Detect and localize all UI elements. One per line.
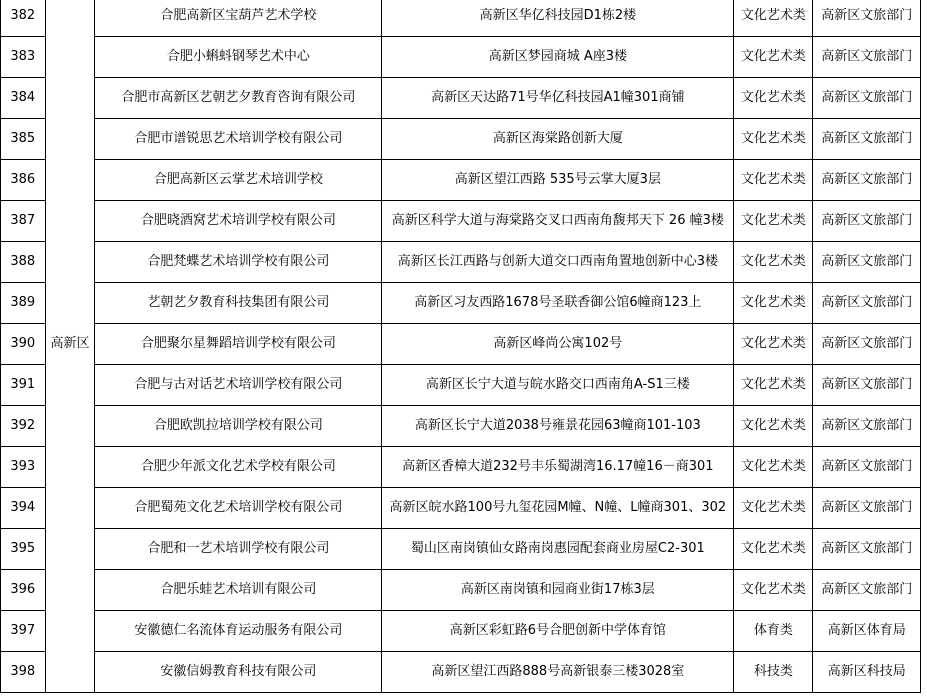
row-number: 387 — [1, 201, 46, 242]
institution-address: 蜀山区南岗镇仙女路南岗惠园配套商业房屋C2-301 — [382, 529, 734, 570]
table-row — [1, 447, 921, 488]
table-row — [1, 201, 921, 242]
institution-address: 高新区梦园商城 A座3楼 — [382, 37, 734, 78]
row-number: 394 — [1, 488, 46, 529]
institution-name: 安徽德仁名流体育运动服务有限公司 — [95, 611, 382, 652]
table-row — [1, 406, 921, 447]
table-row — [1, 283, 921, 324]
supervising-dept: 高新区文旅部门 — [813, 447, 921, 488]
supervising-dept: 高新区文旅部门 — [813, 78, 921, 119]
institution-address: 高新区望江西路 535号云掌大厦3层 — [382, 160, 734, 201]
institution-address: 高新区天达路71号华亿科技园A1幢301商铺 — [382, 78, 734, 119]
supervising-dept: 高新区科技局 — [813, 652, 921, 693]
row-number: 390 — [1, 324, 46, 365]
institution-category: 文化艺术类 — [734, 37, 813, 78]
row-number: 389 — [1, 283, 46, 324]
institution-name: 合肥欧凯拉培训学校有限公司 — [95, 406, 382, 447]
institution-category: 文化艺术类 — [734, 488, 813, 529]
institution-category: 文化艺术类 — [734, 160, 813, 201]
row-number: 382 — [1, 0, 46, 37]
institution-address: 高新区皖水路100号九玺花园M幢、N幢、L幢商301、302 — [382, 488, 734, 529]
row-number: 385 — [1, 119, 46, 160]
institution-name: 合肥与古对话艺术培训学校有限公司 — [95, 365, 382, 406]
row-number: 384 — [1, 78, 46, 119]
institution-address: 高新区峰尚公寓102号 — [382, 324, 734, 365]
institution-address: 高新区彩虹路6号合肥创新中学体育馆 — [382, 611, 734, 652]
institution-name: 合肥市谱锐思艺术培训学校有限公司 — [95, 119, 382, 160]
supervising-dept: 高新区体育局 — [813, 611, 921, 652]
supervising-dept: 高新区文旅部门 — [813, 570, 921, 611]
institution-name: 合肥和一艺术培训学校有限公司 — [95, 529, 382, 570]
institution-name: 合肥市高新区艺朝艺夕教育咨询有限公司 — [95, 78, 382, 119]
table-row — [1, 611, 921, 652]
table-row — [1, 570, 921, 611]
row-number: 393 — [1, 447, 46, 488]
institution-category: 文化艺术类 — [734, 201, 813, 242]
table-row — [1, 365, 921, 406]
table-row — [1, 160, 921, 201]
supervising-dept: 高新区文旅部门 — [813, 119, 921, 160]
institution-name: 合肥乐蛙艺术培训有限公司 — [95, 570, 382, 611]
institution-name: 艺朝艺夕教育科技集团有限公司 — [95, 283, 382, 324]
row-number: 386 — [1, 160, 46, 201]
row-number: 398 — [1, 652, 46, 693]
supervising-dept: 高新区文旅部门 — [813, 529, 921, 570]
row-number: 396 — [1, 570, 46, 611]
institution-name: 合肥蜀苑文化艺术培训学校有限公司 — [95, 488, 382, 529]
table-row — [1, 242, 921, 283]
district-cell: 高新区 — [45, 0, 95, 693]
institution-name: 合肥少年派文化艺术学校有限公司 — [95, 447, 382, 488]
institution-address: 高新区习友西路1678号圣联香御公馆6幢商123上 — [382, 283, 734, 324]
table-row — [1, 324, 921, 365]
institution-name: 安徽信姆教育科技有限公司 — [95, 652, 382, 693]
institution-category: 文化艺术类 — [734, 78, 813, 119]
institution-name: 合肥晓酒窝艺术培训学校有限公司 — [95, 201, 382, 242]
supervising-dept: 高新区文旅部门 — [813, 242, 921, 283]
institution-name: 合肥聚尔星舞蹈培训学校有限公司 — [95, 324, 382, 365]
supervising-dept: 高新区文旅部门 — [813, 37, 921, 78]
institution-category: 文化艺术类 — [734, 406, 813, 447]
table-row — [1, 0, 921, 37]
institution-category: 文化艺术类 — [734, 529, 813, 570]
table-row — [1, 652, 921, 693]
institution-name: 合肥高新区云掌艺术培训学校 — [95, 160, 382, 201]
institution-category: 文化艺术类 — [734, 324, 813, 365]
institution-category: 文化艺术类 — [734, 0, 813, 37]
table-row — [1, 37, 921, 78]
supervising-dept: 高新区文旅部门 — [813, 283, 921, 324]
institution-address: 高新区华亿科技园D1栋2楼 — [382, 0, 734, 37]
row-number: 388 — [1, 242, 46, 283]
institution-address: 高新区南岗镇和园商业街17栋3层 — [382, 570, 734, 611]
supervising-dept: 高新区文旅部门 — [813, 201, 921, 242]
institution-address: 高新区长宁大道与皖水路交口西南角A-S1三楼 — [382, 365, 734, 406]
table-row — [1, 488, 921, 529]
institution-category: 文化艺术类 — [734, 447, 813, 488]
institution-address: 高新区长江西路与创新大道交口西南角置地创新中心3楼 — [382, 242, 734, 283]
institution-address: 高新区科学大道与海棠路交叉口西南角馥邦天下 26 幢3楼 — [382, 201, 734, 242]
table-continuation-edge — [0, 692, 921, 698]
supervising-dept: 高新区文旅部门 — [813, 365, 921, 406]
supervising-dept: 高新区文旅部门 — [813, 324, 921, 365]
institution-address: 高新区香樟大道232号丰乐蜀湖湾16.17幢16－商301 — [382, 447, 734, 488]
institution-address: 高新区海棠路创新大厦 — [382, 119, 734, 160]
row-number: 397 — [1, 611, 46, 652]
institution-category: 体育类 — [734, 611, 813, 652]
table-body — [1, 0, 921, 693]
row-number: 395 — [1, 529, 46, 570]
supervising-dept: 高新区文旅部门 — [813, 0, 921, 37]
institution-address: 高新区望江西路888号高新银泰三楼3028室 — [382, 652, 734, 693]
institution-category: 文化艺术类 — [734, 119, 813, 160]
supervising-dept: 高新区文旅部门 — [813, 160, 921, 201]
row-number: 391 — [1, 365, 46, 406]
table-row — [1, 529, 921, 570]
institution-category: 文化艺术类 — [734, 242, 813, 283]
institution-category: 文化艺术类 — [734, 570, 813, 611]
table-row — [1, 78, 921, 119]
supervising-dept: 高新区文旅部门 — [813, 488, 921, 529]
row-number: 383 — [1, 37, 46, 78]
institution-category: 科技类 — [734, 652, 813, 693]
institution-name: 合肥高新区宝葫芦艺术学校 — [95, 0, 382, 37]
institution-category: 文化艺术类 — [734, 365, 813, 406]
institution-address: 高新区长宁大道2038号雍景花园63幢商101-103 — [382, 406, 734, 447]
institution-name: 合肥小蝌蚪钢琴艺术中心 — [95, 37, 382, 78]
row-number: 392 — [1, 406, 46, 447]
institution-name: 合肥梵蝶艺术培训学校有限公司 — [95, 242, 382, 283]
institution-category: 文化艺术类 — [734, 283, 813, 324]
supervising-dept: 高新区文旅部门 — [813, 406, 921, 447]
table-row — [1, 119, 921, 160]
